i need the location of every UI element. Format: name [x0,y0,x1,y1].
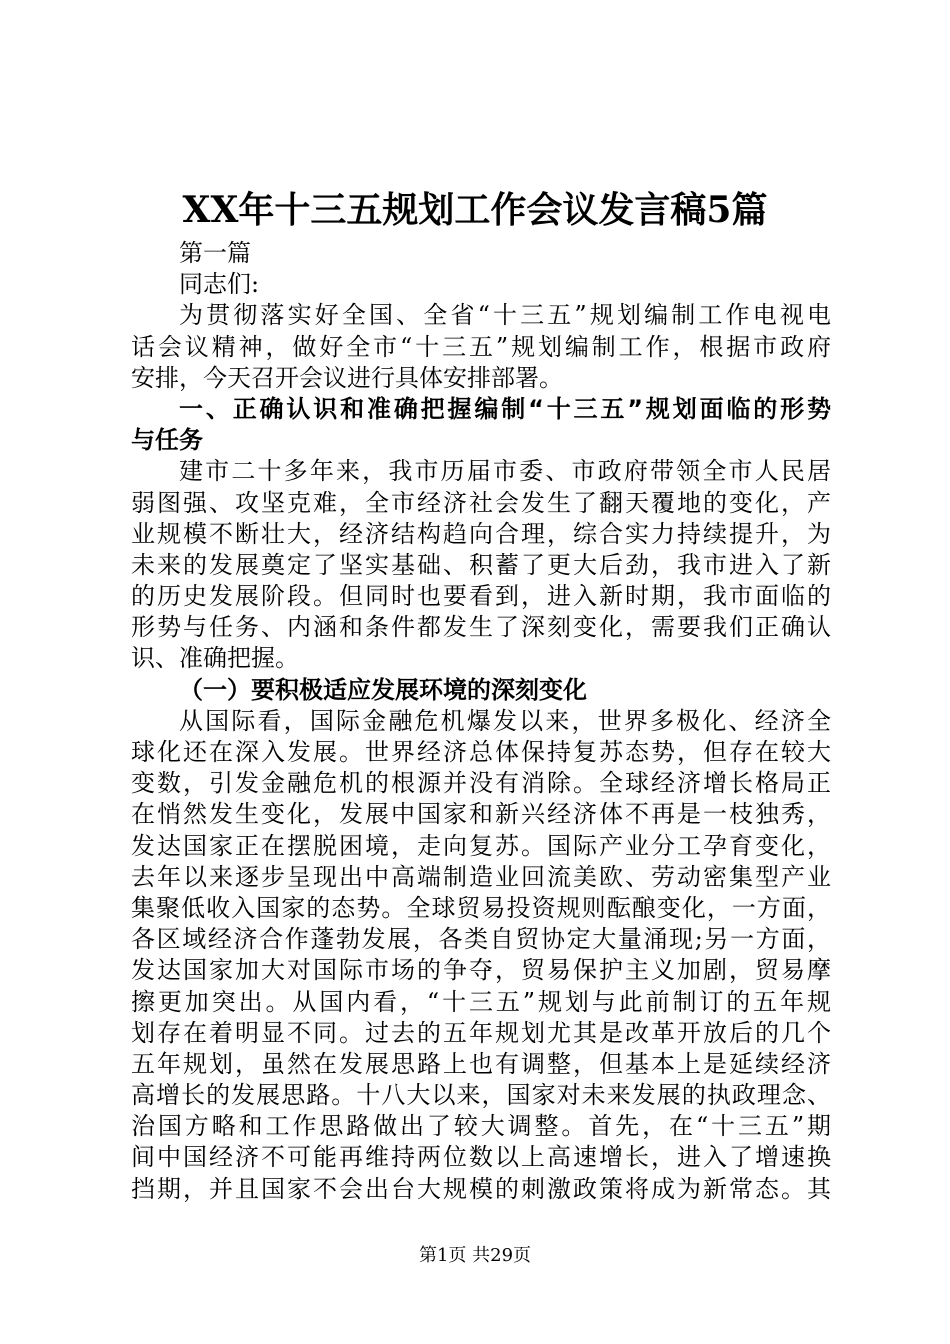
paragraph-line: 话会议精神，做好全市“十三五”规划编制工作，根据市政府 [131,332,831,361]
paragraph-line: 识、准确把握。 [131,644,299,673]
paragraph-line: 去年以来逐步呈现出中高端制造业回流美欧、劳动密集型产业 [131,862,831,891]
paragraph-line: 安排，今天召开会议进行具体安排部署。 [131,363,563,392]
section-heading: 与任务 [131,426,203,455]
document-body [131,238,831,1205]
paragraph-line: 为贯彻落实好全国、全省“十三五”规划编制工作电视电 [179,301,831,330]
paragraph-line: 建市二十多年来，我市历届市委、市政府带领全市人民居 [179,457,831,486]
paragraph-line: 治国方略和工作思路做出了较大调整。首先，在“十三五”期 [131,1112,831,1141]
paragraph-line: 各区域经济合作蓬勃发展，各类自贸协定大量涌现;另一方面， [131,925,831,954]
page-number-footer: 第1页 共29页 [418,1245,532,1266]
paragraph-line: 未来的发展奠定了坚实基础、积蓄了更大后劲，我市进入了新 [131,550,831,579]
paragraph-line: 形势与任务、内涵和条件都发生了深刻变化，需要我们正确认 [131,613,831,642]
paragraph-line: 的历史发展阶段。但同时也要看到，进入新时期，我市面临的 [131,582,831,611]
paragraph-line: 在悄然发生变化，发展中国家和新兴经济体不再是一枝独秀， [131,800,831,829]
salutation: 同志们: [179,270,260,299]
paragraph-line: 弱图强、攻坚克难，全市经济社会发生了翻天覆地的变化，产 [131,488,831,517]
paragraph-line: 间中国经济不可能再维持两位数以上高速增长，进入了增速换 [131,1143,831,1172]
paragraph-line: 划存在着明显不同。过去的五年规划尤其是改革开放后的几个 [131,1018,831,1047]
paragraph-line: 五年规划，虽然在发展思路上也有调整，但基本上是延续经济 [131,1049,831,1078]
paragraph-line: 球化还在深入发展。世界经济总体保持复苏态势，但存在较大 [131,738,831,766]
paragraph-line: 发达国家加大对国际市场的争夺，贸易保护主义加剧，贸易摩 [131,956,831,985]
paragraph-line: 高增长的发展思路。十八大以来，国家对未来发展的执政理念、 [131,1081,831,1110]
section-label: 第一篇 [179,239,251,267]
subsection-heading: （一）要积极适应发展环境的深刻变化 [179,675,587,704]
paragraph-line: 发达国家正在摆脱困境，走向复苏。国际产业分工孕育变化， [131,831,831,860]
paragraph-line: 从国际看，国际金融危机爆发以来，世界多极化、经济全 [179,706,831,735]
paragraph-line: 集聚低收入国家的态势。全球贸易投资规则酝酿变化，一方面， [131,893,831,922]
document-title: XX年十三五规划工作会议发言稿5篇 [182,189,768,231]
paragraph-line: 业规模不断壮大，经济结构趋向合理，综合实力持续提升，为 [131,519,831,548]
section-heading: 一、正确认识和准确把握编制“十三五”规划面临的形势 [179,394,831,423]
paragraph-line: 挡期，并且国家不会出台大规模的刺激政策将成为新常态。其 [131,1174,831,1203]
paragraph-line: 擦更加突出。从国内看，“十三五”规划与此前制订的五年规 [131,987,831,1016]
paragraph-line: 变数，引发金融危机的根源并没有消除。全球经济增长格局正 [131,769,831,798]
